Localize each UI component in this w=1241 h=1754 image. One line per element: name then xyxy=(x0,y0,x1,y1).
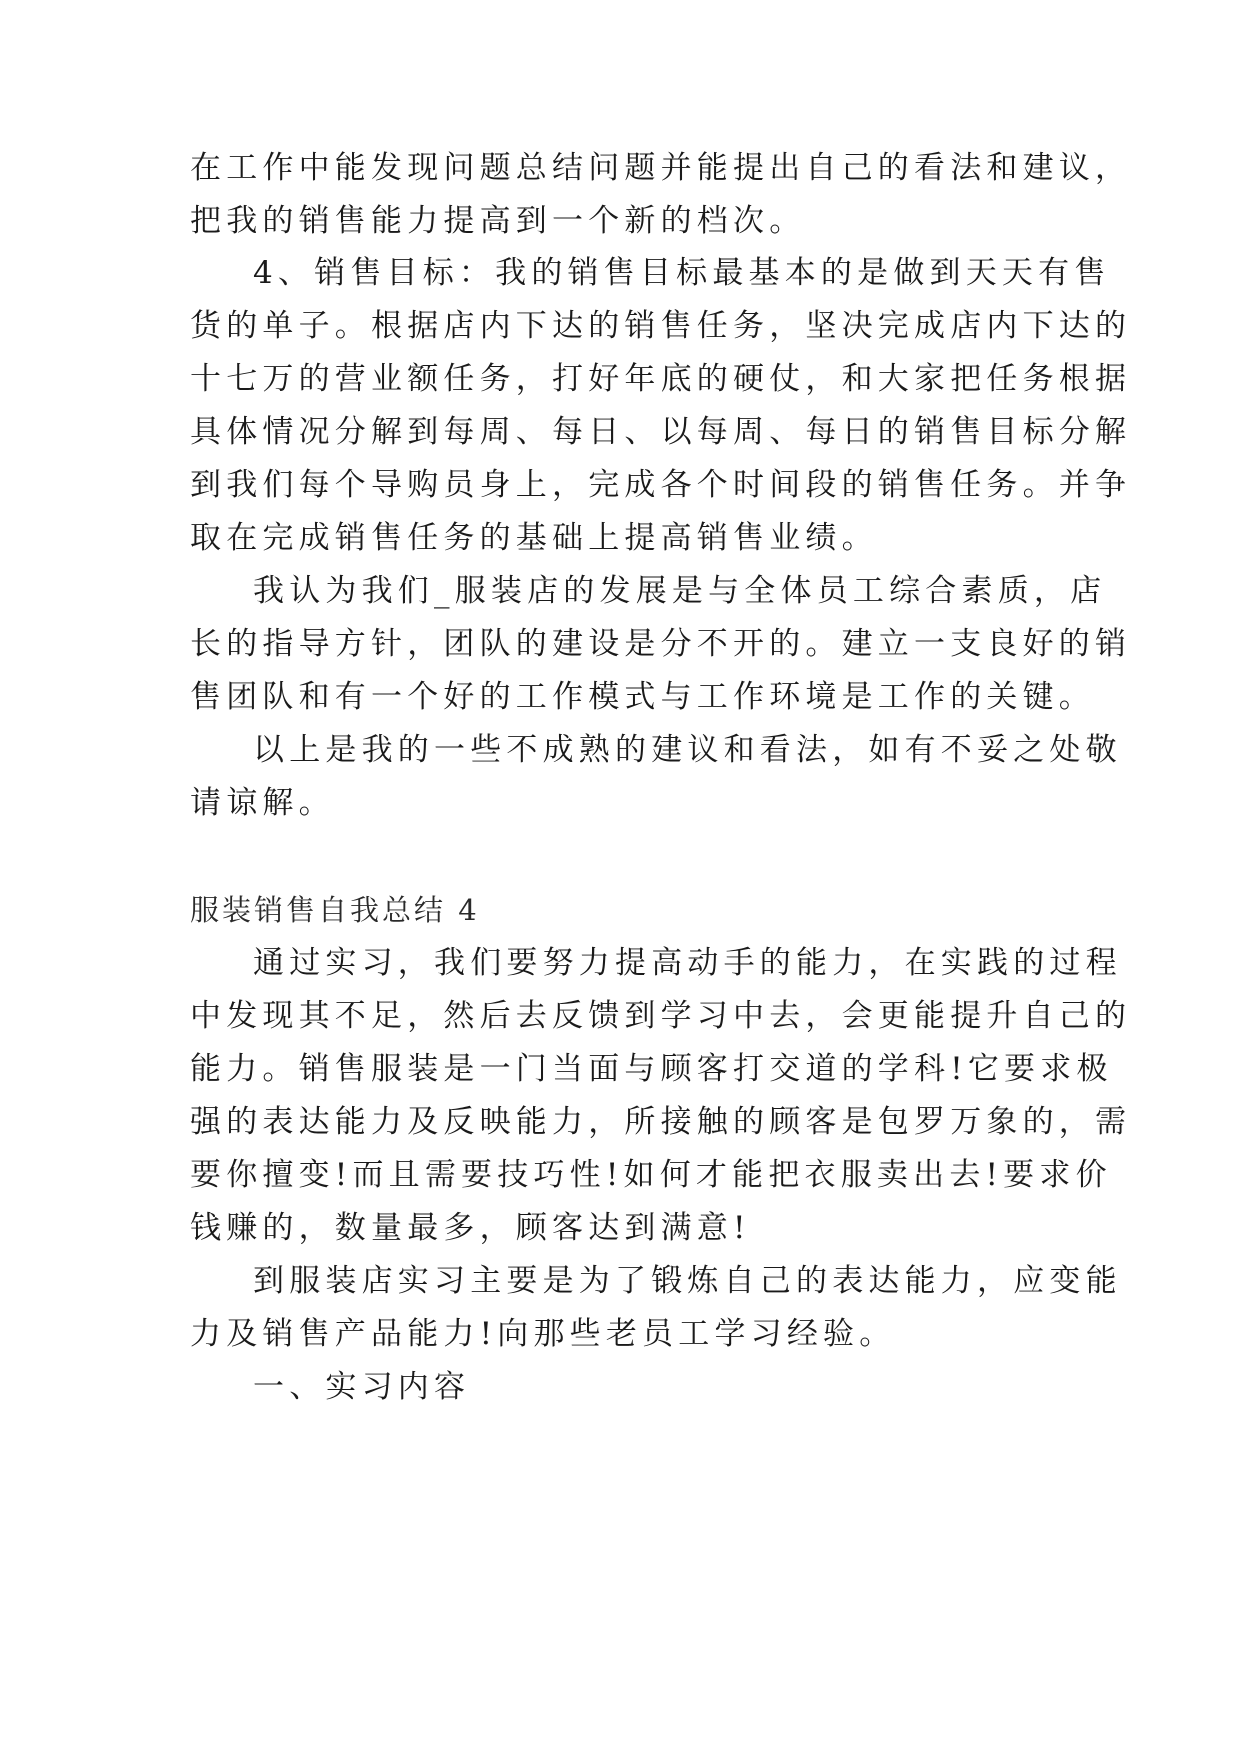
text-line: 以上是我的一些不成熟的建议和看法，如有不妥之处敬 xyxy=(253,732,1122,768)
text-line: 4、销售目标：我的销售目标最基本的是做到天天有售 xyxy=(253,255,1111,291)
text-line: 货的单子。根据店内下达的销售任务，坚决完成店内下达的 xyxy=(190,308,1132,344)
text-line: 我认为我们_服装店的发展是与全体员工综合素质，店 xyxy=(253,573,1107,609)
text-line: 十七万的营业额任务，打好年底的硬仗，和大家把任务根据 xyxy=(190,361,1132,397)
text-line: 强的表达能力及反映能力，所接触的顾客是包罗万象的，需 xyxy=(190,1104,1132,1140)
subsection-heading: 一、实习内容 xyxy=(253,1369,471,1405)
text-line: 到我们每个导购员身上，完成各个时间段的销售任务。并争 xyxy=(190,467,1132,503)
text-line: 把我的销售能力提高到一个新的档次。 xyxy=(190,203,806,239)
text-line: 钱赚的，数量最多，顾客达到满意! xyxy=(190,1210,751,1246)
text-line: 力及销售产品能力!向那些老员工学习经验。 xyxy=(190,1316,896,1352)
text-line: 通过实习，我们要努力提高动手的能力，在实践的过程 xyxy=(253,945,1122,981)
text-line: 长的指导方针，团队的建设是分不开的。建立一支良好的销 xyxy=(190,626,1132,662)
text-line: 能力。销售服装是一门当面与顾客打交道的学科!它要求极 xyxy=(190,1051,1113,1087)
text-line: 要你擅变!而且需要技巧性!如何才能把衣服卖出去!要求价 xyxy=(190,1157,1112,1193)
text-line: 取在完成销售任务的基础上提高销售业绩。 xyxy=(190,520,878,556)
text-line: 售团队和有一个好的工作模式与工作环境是工作的关键。 xyxy=(190,679,1095,715)
text-line: 请谅解。 xyxy=(190,785,335,821)
text-line: 具体情况分解到每周、每日、以每周、每日的销售目标分解 xyxy=(190,414,1132,450)
section-heading: 服装销售自我总结 4 xyxy=(190,893,480,927)
text-line: 中发现其不足，然后去反馈到学习中去，会更能提升自己的 xyxy=(190,998,1132,1034)
text-line: 到服装店实习主要是为了锻炼自己的表达能力，应变能 xyxy=(253,1263,1122,1299)
text-line: 在工作中能发现问题总结问题并能提出自己的看法和建议， xyxy=(190,150,1132,186)
